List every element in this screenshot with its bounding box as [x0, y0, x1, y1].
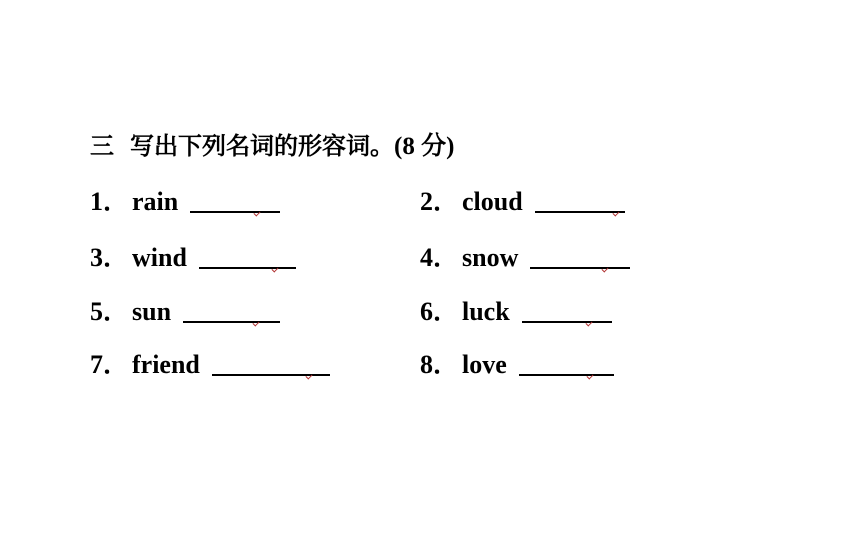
exercise-item-2 — [420, 181, 625, 218]
item-word: luck — [462, 297, 510, 326]
item-word: rain — [132, 187, 179, 216]
item-index: 4． — [420, 243, 460, 272]
exercise-item-8 — [420, 344, 614, 381]
answer-blank[interactable] — [530, 247, 630, 269]
exercise-item-7 — [90, 344, 330, 381]
answer-blank[interactable] — [212, 354, 330, 376]
answer-blank[interactable] — [522, 301, 612, 323]
item-index: 1． — [90, 187, 130, 216]
answer-blank[interactable] — [183, 301, 280, 323]
item-index: 2． — [420, 187, 460, 216]
exercise-item-6 — [420, 291, 612, 328]
exercise-item-1 — [90, 181, 280, 218]
section-heading — [90, 126, 454, 162]
item-word: wind — [132, 243, 187, 272]
item-index: 5． — [90, 297, 130, 326]
item-index: 6． — [420, 297, 460, 326]
item-index: 3． — [90, 243, 130, 272]
section-instruction: 写出下列名词的形容词。 — [130, 132, 394, 160]
exercise-item-4 — [420, 237, 630, 274]
item-word: love — [462, 350, 507, 379]
item-word: friend — [132, 350, 200, 379]
answer-blank[interactable] — [190, 191, 280, 213]
section-number: 三 — [90, 132, 114, 160]
answer-blank[interactable] — [535, 191, 625, 213]
item-index: 8． — [420, 350, 460, 379]
exercise-item-3 — [90, 237, 296, 274]
item-index: 7． — [90, 350, 130, 379]
exercise-item-5 — [90, 291, 280, 328]
section-points: (8 分) — [394, 133, 455, 160]
item-word: sun — [132, 297, 172, 326]
answer-blank[interactable] — [199, 247, 296, 269]
answer-blank[interactable] — [519, 354, 614, 376]
item-word: cloud — [462, 187, 523, 216]
item-word: snow — [462, 243, 519, 272]
